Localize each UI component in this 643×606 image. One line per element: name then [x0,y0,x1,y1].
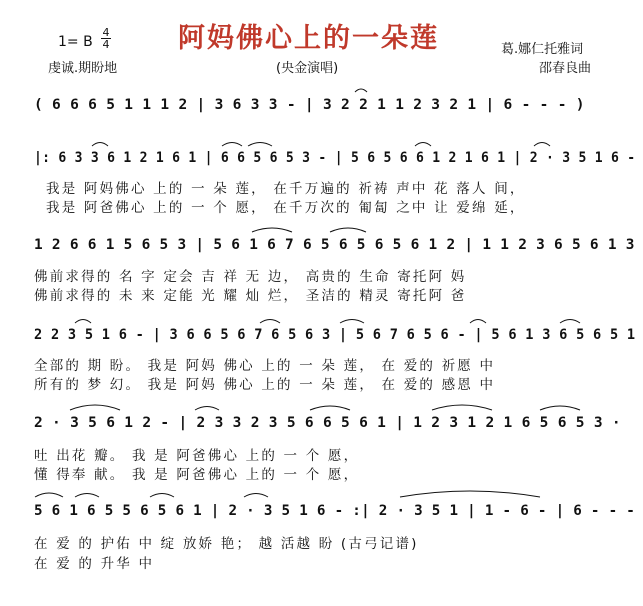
slur-mark [92,143,108,147]
slur-mark [150,494,174,498]
lyrics-row-2-verse-2: 我是 阿爸佛心 上的 一 个 愿， 在千万次的 匍匐 之中 让 爱绵 延， [46,200,526,216]
slur-mark [534,143,550,147]
slur-mark [222,143,242,147]
slur-mark [415,143,431,147]
slur-mark [75,494,99,498]
lyrics-row-5-verse-1: 吐 出花 瓣。 我 是 阿爸佛心 上的 一 个 愿， [34,448,360,464]
lyrics-row-4-verse-2: 所有的 梦 幻。 我是 阿妈 佛心 上的 一 朵 莲， 在 爱的 感恩 中 [34,377,496,393]
slur-mark [75,320,91,324]
lyrics-row-5-verse-2: 懂 得奉 献。 我 是 阿爸佛心 上的 一 个 愿， [34,467,360,483]
slur-mark [244,494,268,498]
notation-row-4: 2 2 3 5 1 6 - | 3 6 6 5 6 7 6 5 6 3 | 5 6 7 6 5 6 - | 5 6 1 3 6 5 6 5 1 [34,327,636,343]
lyrics-row-4-verse-1: 全部的 期 盼。 我是 阿妈 佛心 上的 一 朵 莲， 在 爱的 祈愿 中 [34,358,496,374]
slur-mark [560,320,580,324]
lyrics-row-6-verse-2: 在 爱 的 升华 中 [34,556,155,572]
time-signature-bottom: 4 [102,38,110,51]
lyrics-row-2-verse-1: 我是 阿妈佛心 上的 一 朵 莲， 在千万遍的 祈祷 声中 花 落人 间， [46,181,526,197]
slur-mark [400,491,540,497]
slur-mark [248,143,272,147]
slur-mark [260,320,280,324]
lyricist-credit: 葛.娜仁托雅词 [501,42,584,57]
slur-mark [35,493,63,497]
notation-row-5: 2 · 3 5 6 1 2 - | 2 3 3 2 3 5 6 6 5 6 1 | 1 2 3 1 2 1 6 5 6 5 3 · [34,415,621,431]
lyrics-row-3-verse-2: 佛前求得的 未 来 定能 光 耀 灿 烂， 圣洁的 精灵 寄托阿 爸 [34,288,467,304]
composer-credit: 邵春良曲 [539,61,592,76]
notation-row-3: 1 2 6 6 1 5 6 5 3 | 5 6 1 6 7 6 5 6 5 6 5 6 1 2 | 1 1 2 3 6 5 6 1 3 [34,237,635,253]
notation-row-2: |: 6 3 3 6 1 2 1 6 1 | 6 6 5 6 5 3 - | 5 6 5 6 6 1 2 1 6 1 | 2 · 3 5 1 6 - [34,150,636,166]
lyrics-row-3-verse-1: 佛前求得的 名 字 定会 吉 祥 无 边， 高贵的 生命 寄托阿 妈 [34,269,467,285]
slur-mark [470,320,486,324]
tempo-marking: 虔诚.期盼地 [48,61,118,76]
slur-mark [330,228,366,232]
slur-mark [70,405,120,410]
slur-mark [310,406,350,410]
notation-row-1: ( 6 6 6 5 1 1 1 2 | 3 6 3 3 - | 3 2 2 1 1 2 3 2 1 | 6 - - - ) [34,97,585,113]
song-title: 阿妈佛心上的一朵莲 [178,23,439,54]
singer-credit: (央金演唱) [276,61,339,76]
slur-mark [340,320,364,324]
slur-mark [195,407,219,411]
key-signature: 1= B [58,34,93,50]
notation-row-6: 5 6 1 6 5 5 6 5 6 1 | 2 · 3 5 1 6 - :| 2 · 3 5 1 | 1 - 6 - | 6 - - - [34,503,636,519]
slur-mark [432,405,492,410]
lyrics-row-6-verse-1: 在 爱 的 护佑 中 绽 放娇 艳； 越 活越 盼 (古弓记谱) [34,536,419,552]
time-signature-top: 4 [102,26,110,39]
slur-mark [252,228,292,232]
slur-mark [355,89,367,92]
slur-mark [540,406,580,410]
